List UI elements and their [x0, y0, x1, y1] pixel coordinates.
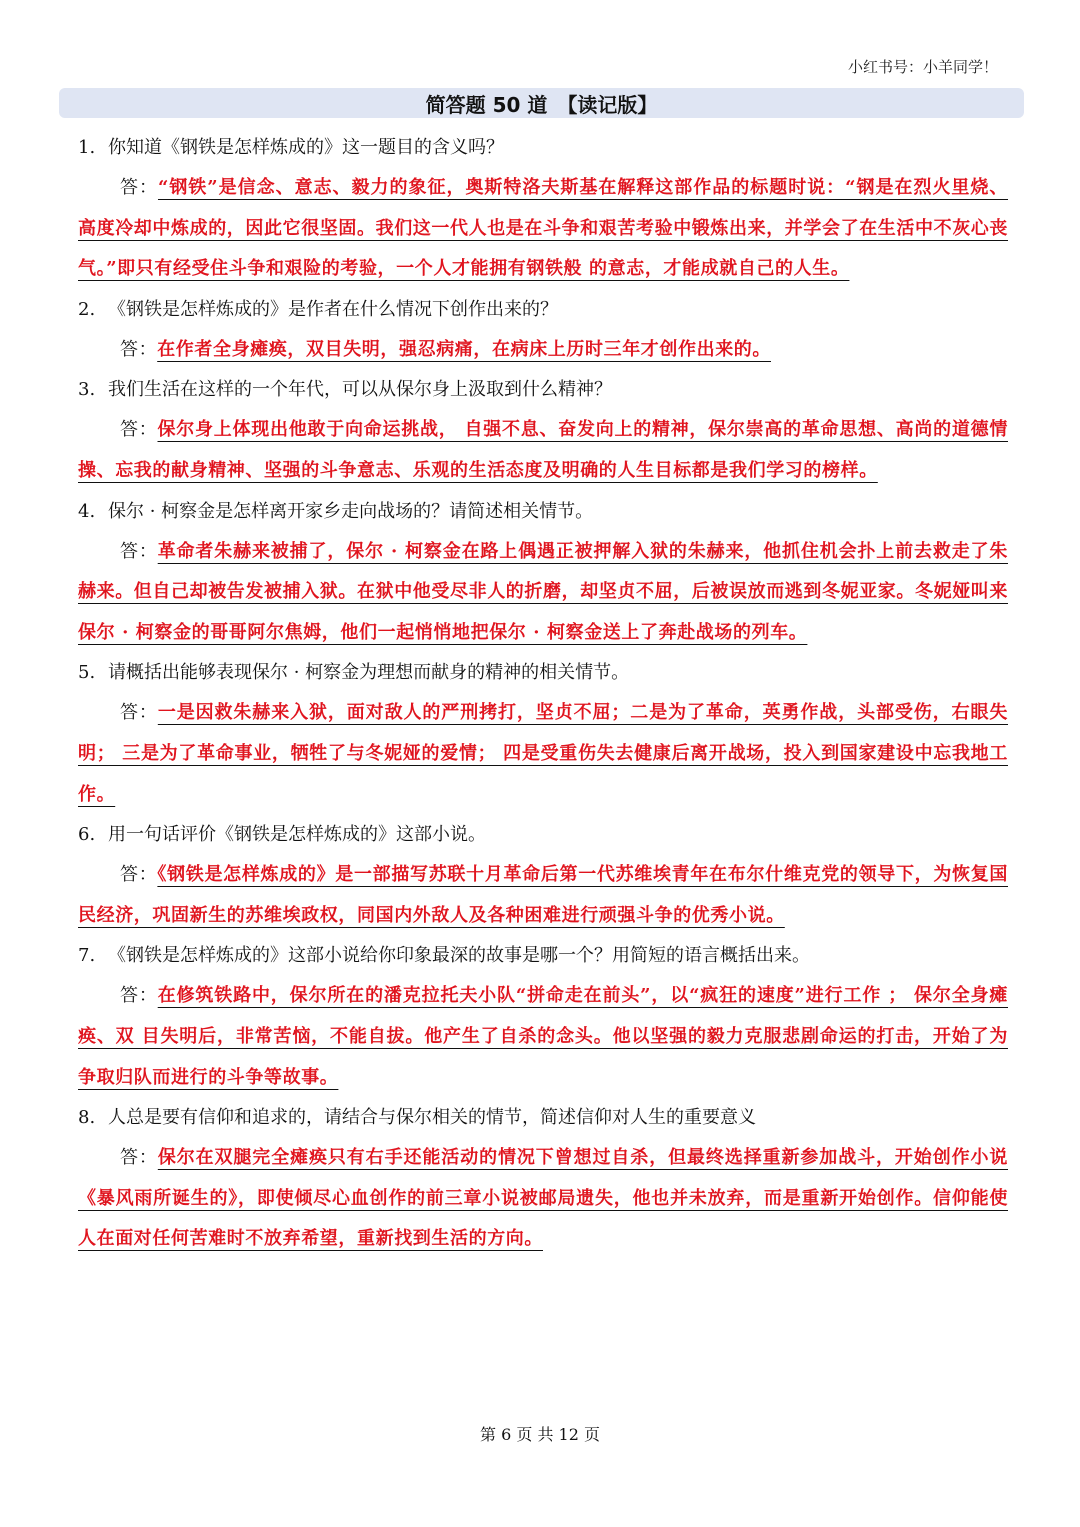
answer-paragraph — [78, 693, 1008, 815]
question-line — [78, 1098, 1008, 1138]
question-number: 7. — [78, 945, 96, 967]
question-line — [78, 290, 1008, 330]
question-line — [78, 492, 1008, 532]
question-number: 1. — [78, 137, 96, 158]
answer-label: 答： — [120, 177, 158, 198]
answer-label: 答： — [120, 338, 158, 360]
answer-text: 在作者全身瘫痪，双目失明，强忍病痛，在病床上历时三年才创作出来的。 — [157, 338, 771, 360]
qa-item — [78, 370, 1008, 491]
question-text: 《钢铁是怎样炼成的》这部小说给你印象最深的故事是哪一个？用简短的语言概括出来。 — [108, 945, 810, 967]
question-line — [78, 370, 1008, 410]
question-line — [78, 815, 1008, 855]
question-text: 《钢铁是怎样炼成的》是作者在什么情况下创作出来的？ — [108, 298, 558, 320]
answer-text: 《钢铁是怎样炼成的》是一部描写苏联十月革命后第一代苏维埃青年在布尔什维克党的领导下，为恢复国民经济，巩固新生的苏维埃政权，同国内外敌人及各种困难进行顽强斗争的优秀小说。 — [78, 864, 1008, 926]
answer-text: “钢铁”是信念、意志、毅力的象征，奥斯特洛夫斯基在解释这部作品的标题时说：“钢是在烈火里烧、高度冷却中炼成的，因此它很坚固。我们这一代人也是在斗争和艰苦考验中锻炼出来，并学会了在生活中不灰心丧气。”即只有经受住斗争和艰险的考验，一个人才能拥有钢铁般 的意志，才能成就自己的人生。 — [78, 177, 1009, 280]
question-line — [78, 128, 1008, 168]
question-text: 用一句话评价《钢铁是怎样炼成的》这部小说。 — [108, 824, 486, 846]
answer-label: 答： — [120, 419, 158, 441]
answer-paragraph — [78, 168, 1008, 290]
qa-item — [78, 815, 1008, 936]
question-text: 请概括出能够表现保尔 · 柯察金为理想而献身的精神的相关情节。 — [108, 662, 630, 684]
answer-text: 在修筑铁路中，保尔所在的潘克拉托夫小队“拼命走在前头”，以“疯狂的速度”进行工作 ； 保尔全身瘫痪、双 目失明后，非常苦恼，不能自拔。他产生了自杀的念头。他以坚强的毅力克服悲剧命运的打击，开始了为争取归队而进行的斗争等故事。 — [78, 985, 1008, 1088]
answer-text: 保尔身上体现出他敢于向命运挑战， 自强不息、奋发向上的精神，保尔崇高的革命思想、高尚的道德情操、忘我的献身精神、坚强的斗争意志、乐观的生活态度及明确的人生目标都是我们学习的榜样。 — [78, 419, 1008, 481]
question-text: 我们生活在这样的一个年代，可以从保尔身上汲取到什么精神？ — [108, 379, 612, 401]
qa-item — [78, 936, 1008, 1098]
question-number: 6. — [78, 824, 96, 846]
question-line — [78, 936, 1008, 976]
qa-item — [78, 653, 1008, 815]
answer-label: 答： — [120, 985, 158, 1007]
section-title: 简答题 50 道 【读记版】 — [425, 92, 658, 117]
section-title-bar — [59, 88, 1024, 118]
question-number: 4. — [78, 500, 96, 522]
question-number: 2. — [78, 298, 96, 320]
page-footer: 第 6 页 共 12 页 — [480, 1425, 600, 1444]
answer-paragraph — [78, 330, 1008, 371]
question-text: 人总是要有信仰和追求的，请结合与保尔相关的情节，简述信仰对人生的重要意义 — [108, 1107, 756, 1129]
answer-text: 革命者朱赫来被捕了，保尔 · 柯察金在路上偶遇正被押解入狱的朱赫来，他抓住机会扑上前去救走了朱赫来。但自己却被告发被捕入狱。在狱中他受尽非人的折磨，却坚贞不屈，后被误放而逃到冬妮亚家。冬妮娅叫来保尔 · 柯察金的哥哥阿尔焦姆，他们一起悄悄地把保尔 · 柯察金送上了奔赴战场的列车。 — [78, 540, 1008, 643]
qa-item — [78, 1098, 1008, 1260]
answer-label: 答： — [120, 540, 158, 562]
question-line — [78, 653, 1008, 693]
watermark-text: 小红书号：小羊同学！ — [847, 58, 998, 76]
answer-text: 一是因救朱赫来入狱，面对敌人的严刑拷打，坚贞不屈；二是为了革命，英勇作战，头部受伤，右眼失明； 三是为了革命事业，牺牲了与冬妮娅的爱情； 四是受重伤失去健康后离开战场，投入到国家建设中忘我地工作。 — [78, 702, 1009, 805]
answer-paragraph — [78, 410, 1008, 491]
answer-text: 保尔在双腿完全瘫痪只有右手还能活动的情况下曾想过自杀，但最终选择重新参加战斗，开始创作小说《暴风雨所诞生的》，即使倾尽心血创作的前三章小说被邮局遗失，他也并未放弃，而是重新开始创作。信仰能使人在面对任何苦难时不放弃希望，重新找到生活的方向。 — [78, 1147, 1009, 1250]
question-text: 你知道《钢铁是怎样炼成的》这一题目的含义吗？ — [108, 137, 504, 158]
qa-item — [78, 492, 1008, 654]
question-number: 8. — [78, 1107, 96, 1129]
answer-paragraph — [78, 1138, 1008, 1260]
answer-label: 答： — [120, 1147, 158, 1169]
answer-label: 答： — [120, 864, 158, 886]
qa-list — [78, 128, 1008, 1260]
question-number: 5. — [78, 662, 96, 684]
question-number: 3. — [78, 379, 96, 401]
question-text: 保尔 · 柯察金是怎样离开家乡走向战场的？请简述相关情节。 — [108, 500, 594, 522]
answer-paragraph — [78, 976, 1008, 1098]
qa-item — [78, 290, 1008, 371]
qa-item — [78, 128, 1008, 290]
answer-paragraph — [78, 532, 1008, 654]
answer-paragraph — [78, 855, 1008, 936]
answer-label: 答： — [120, 702, 158, 724]
